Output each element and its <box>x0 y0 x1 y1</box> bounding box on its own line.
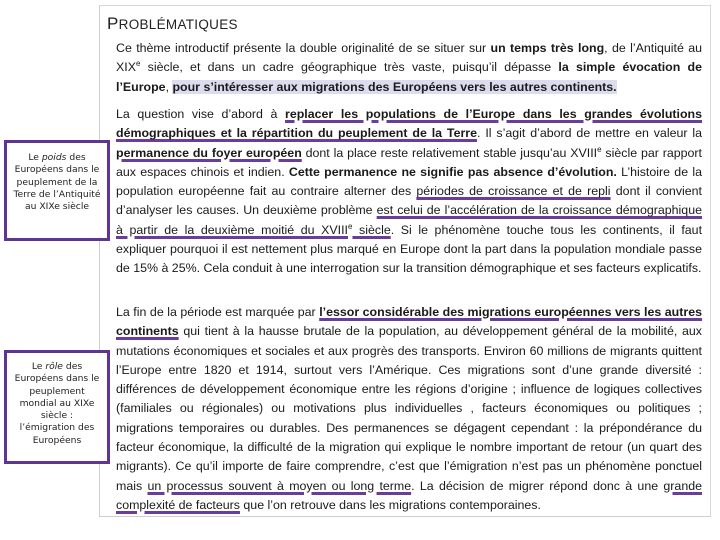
text-segment: un processus souvent à moyen ou long terme <box>147 478 412 493</box>
text-segment: . Si le phénomène touche tous les continents, il faut expliquer pourquoi il est nettement plus marqué en Europe dont la part dans la population mondiale passe de 15% à 25%. Cela conduit à une interrogation sur la transition démographique et ses facteurs explicatifs. <box>116 222 703 276</box>
text-segment: L’histoire de la population européenne fait au contraire alterner des <box>116 164 703 199</box>
text-segment: périodes de croissance et de repli <box>416 184 611 199</box>
section-title <box>107 14 238 34</box>
text-segment: dont il convient d’analyser les causes. Un deuxième problème <box>116 184 702 218</box>
text-segment: siècle <box>352 222 391 237</box>
text-segment: replacer les populations de l’Europe dans les grandes évolutions démographiques et la répartition du peuplement de la Terre <box>116 107 702 141</box>
paragraph-migrations <box>116 303 702 515</box>
text-segment: , <box>165 79 173 94</box>
text-segment: Ce thème introductif présente la double originalité de se situer sur <box>116 41 491 55</box>
text-segment: La fin de la période est marquée par <box>116 305 320 319</box>
section-title-initial: P <box>107 14 119 33</box>
text-segment: rôle <box>45 361 63 372</box>
text-segment: que l’on retrouve dans les migrations contemporaines. <box>239 497 541 512</box>
text-segment: Cette permanence ne signifie pas absence d’évolution. <box>288 164 617 179</box>
text-segment: grande complexité de facteurs <box>116 478 702 512</box>
margin-note-poids <box>4 140 110 241</box>
text-segment: e <box>348 221 353 231</box>
text-segment: des Européens dans le peuplement de la Terre de l’Antiquité au XIXe siècle <box>13 152 101 213</box>
text-segment: , de l’Antiquité au XIX <box>116 41 702 75</box>
text-segment: . La décision de migrer répond donc à une <box>411 478 664 493</box>
text-segment: un temps très long <box>490 41 605 55</box>
text-segment: des Européens dans le peuplement mondial au XIXe siècle : l’émigration des Européens <box>14 361 100 446</box>
text-segment: e <box>135 59 141 69</box>
text-segment: est celui de l’accélération de la croissance démographique à partir de la deuxième moitié du XVIII <box>116 203 702 237</box>
text-segment: Le <box>31 361 46 372</box>
text-segment: La question vise d’abord à <box>116 107 286 121</box>
text-segment: siècle par rapport aux espaces chinois et indien. <box>116 145 702 179</box>
text-segment: poids <box>41 152 67 163</box>
text-segment: siècle, et dans un cadre géographique très vaste, puisqu’il dépasse <box>140 60 559 75</box>
text-segment: pour s’intéresser aux migrations des Européens vers les autres continents. <box>172 79 617 94</box>
paragraph-intro <box>116 39 702 97</box>
section-title-rest: ROBLÉMATIQUES <box>118 17 238 32</box>
text-segment: permanence du foyer européen <box>116 145 302 160</box>
paragraph-population <box>116 105 702 279</box>
text-segment: l’essor considérable des migrations européennes vers les autres continents <box>116 305 702 339</box>
text-segment: la simple évocation de l’Europe <box>116 60 702 94</box>
text-segment: e <box>597 144 602 154</box>
text-segment: Le <box>28 152 42 163</box>
text-segment: dont la place reste relativement stable jusqu’au XVIII <box>301 145 598 160</box>
text-segment: . Il s’agit d’abord de mettre en valeur la <box>477 126 703 141</box>
margin-note-role <box>4 350 110 464</box>
text-segment: qui tient à la hausse brutale de la population, au développement général de la mobilité, aux mutations économiques et sociales et aux progrès des transports. Environ 60 millions de migrants quittent l’Europe entre 1820 et 1914, surtout vers l’Amérique. Ces migrations sont d’une grande diversité : différences de développement économique entre les régions d’origine ; influence de logiques collectives (familiales ou régionales) ou motivations plus individuelles , facteurs économiques ou politiques ; migrations temporaires ou durables. Des permanences se dégagent cependant : la prépondérance du facteur économique, la difficulté de la migration qui explique le nombre important de retour (un quart des migrants). Ce qu’il importe de faire comprendre, c’est que l’émigration n’est pas un phénomène ponctuel mais <box>116 324 702 493</box>
